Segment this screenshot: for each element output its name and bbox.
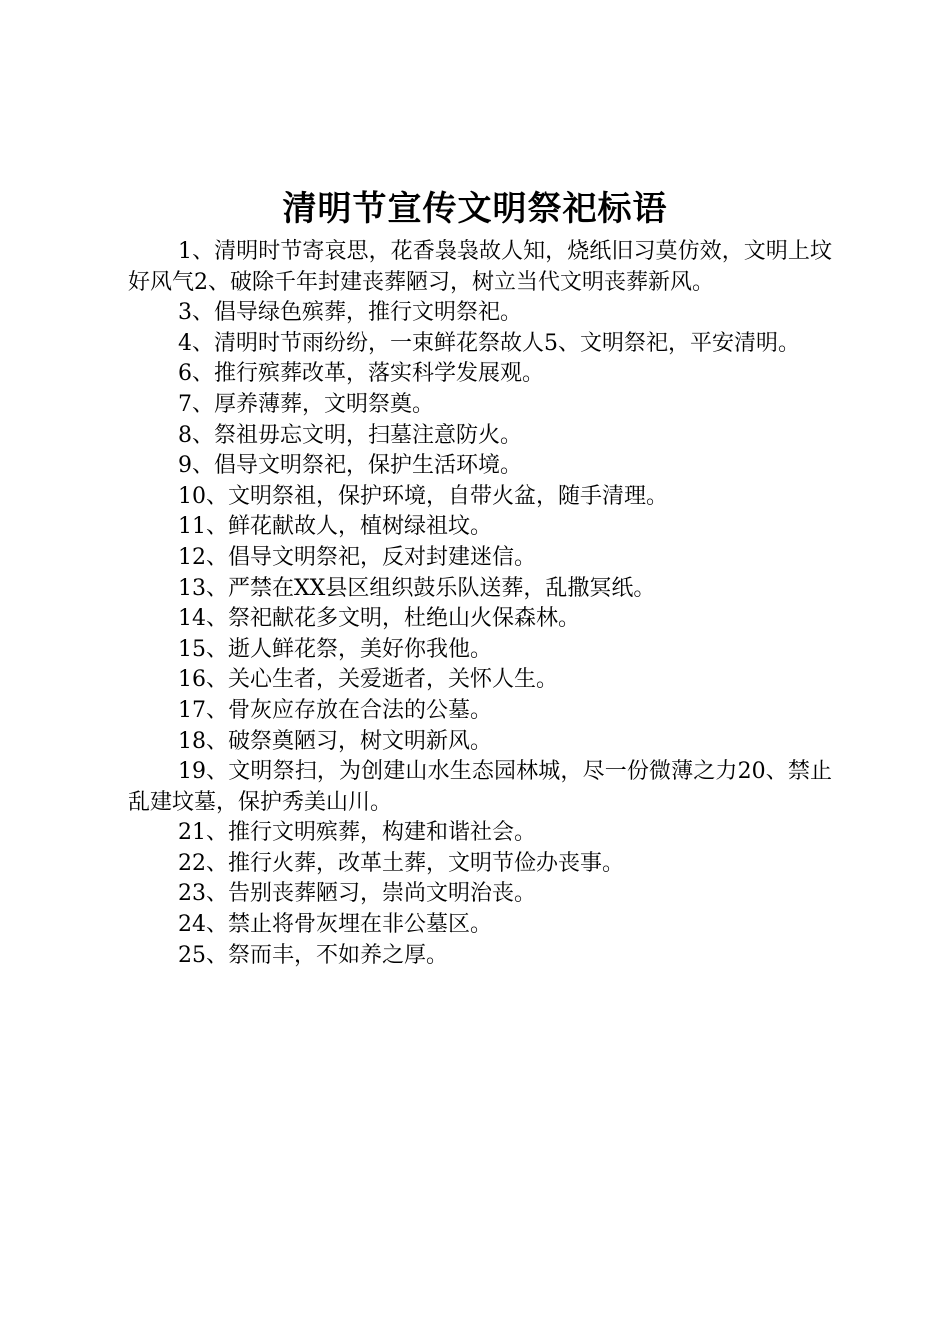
slogan-paragraph: 24、禁止将骨灰埋在非公墓区。: [178, 912, 492, 938]
slogan-paragraph: 1、清明时节寄哀思，花香袅袅故人知，烧纸旧习莫仿效，文明上坟好风气2、破除千年封建丧葬陋习，树立当代文明丧葬新风。: [128, 239, 832, 295]
slogan-paragraph: 9、倡导文明祭祀，保护生活环境。: [178, 453, 522, 479]
slogan-paragraph: 3、倡导绿色殡葬，推行文明祭祀。: [178, 300, 522, 326]
slogan-paragraph: 16、关心生者，关爱逝者，关怀人生。: [178, 667, 558, 693]
slogan-paragraph: 21、推行文明殡葬，构建和谐社会。: [178, 820, 536, 846]
slogan-paragraph: 11、鲜花献故人，植树绿祖坟。: [178, 514, 492, 540]
slogan-paragraph: 14、祭祀献花多文明，杜绝山火保森林。: [178, 606, 580, 632]
slogan-paragraph: 4、清明时节雨纷纷，一束鲜花祭故人5、文明祭祀，平安清明。: [178, 330, 800, 356]
slogan-paragraph: 13、严禁在XX县区组织鼓乐队送葬，乱撒冥纸。: [178, 575, 656, 601]
slogan-paragraph: 7、厚养薄葬，文明祭奠。: [178, 391, 434, 417]
slogan-paragraph: 19、文明祭扫，为创建山水生态园林城，尽一份微薄之力20、禁止乱建坟墓，保护秀美山川。: [128, 759, 832, 815]
slogan-paragraph: 18、破祭奠陋习，树文明新风。: [178, 728, 492, 754]
document-title: 清明节宣传文明祭祀标语: [282, 189, 668, 229]
slogan-paragraph: 8、祭祖毋忘文明，扫墓注意防火。: [178, 422, 522, 448]
slogan-paragraph: 25、祭而丰，不如养之厚。: [178, 942, 448, 968]
slogan-paragraph: 17、骨灰应存放在合法的公墓。: [178, 697, 492, 723]
slogan-paragraph: 15、逝人鲜花祭，美好你我他。: [178, 636, 492, 662]
slogan-paragraph: 6、推行殡葬改革，落实科学发展观。: [178, 361, 544, 387]
slogan-paragraph: 10、文明祭祖，保护环境，自带火盆，随手清理。: [178, 483, 668, 509]
slogan-paragraph: 22、推行火葬，改革土葬，文明节俭办丧事。: [178, 850, 624, 876]
document-body: [128, 237, 832, 971]
slogan-paragraph: 23、告别丧葬陋习，崇尚文明治丧。: [178, 881, 536, 907]
slogan-paragraph: 12、倡导文明祭祀，反对封建迷信。: [178, 544, 536, 570]
